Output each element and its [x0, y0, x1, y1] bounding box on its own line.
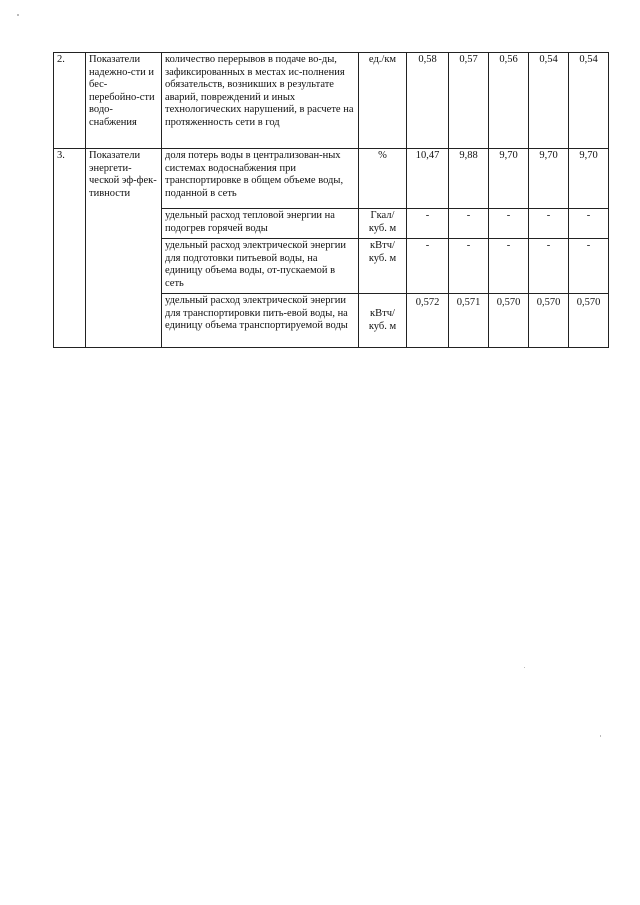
row-number: 2.: [54, 53, 86, 149]
value-cell: 0,54: [529, 53, 569, 149]
value-cell: 0,572: [407, 294, 449, 348]
value-cell: 0,58: [407, 53, 449, 149]
value-cell: -: [489, 209, 529, 239]
value-cell: 9,70: [569, 149, 609, 209]
value-cell: 0,54: [569, 53, 609, 149]
value-cell: 0,570: [529, 294, 569, 348]
value-cell: 0,571: [449, 294, 489, 348]
value-cell: 0,56: [489, 53, 529, 149]
value-cell: -: [449, 239, 489, 294]
unit-cell: Гкал/ куб. м: [359, 209, 407, 239]
row-number: 3.: [54, 149, 86, 348]
unit-cell: ед./км: [359, 53, 407, 149]
value-cell: 0,570: [489, 294, 529, 348]
value-cell: -: [407, 209, 449, 239]
value-cell: 9,70: [489, 149, 529, 209]
value-cell: 9,70: [529, 149, 569, 209]
table-row: [54, 149, 609, 209]
indicator-group: Показатели энергети-ческой эф-фек-тивности: [86, 149, 162, 348]
value-cell: -: [529, 239, 569, 294]
value-cell: 0,570: [569, 294, 609, 348]
unit-cell: %: [359, 149, 407, 209]
indicator-description: удельный расход тепловой энергии на подогрев горячей воды: [162, 209, 359, 239]
indicator-description: удельный расход электрической энергии для транспортировки пить-евой воды, на единицу объема транспортируемой воды: [162, 294, 359, 348]
value-cell: -: [569, 209, 609, 239]
value-cell: -: [569, 239, 609, 294]
unit-cell: кВтч/ куб. м: [359, 239, 407, 294]
value-cell: -: [449, 209, 489, 239]
scan-speck: [600, 735, 601, 737]
value-cell: 10,47: [407, 149, 449, 209]
indicator-group: Показатели надежно-сти и бес-перебойно-сти водо-снабжения: [86, 53, 162, 149]
value-cell: -: [489, 239, 529, 294]
table-row: [54, 53, 609, 149]
unit-cell: кВтч/ куб. м: [359, 294, 407, 348]
value-cell: -: [529, 209, 569, 239]
indicator-description: доля потерь воды в централизован-ных системах водоснабжения при транспортировке в общем объеме воды, поданной в сеть: [162, 149, 359, 209]
scan-speck: [524, 667, 525, 668]
value-cell: 9,88: [449, 149, 489, 209]
scan-speck: [17, 14, 19, 16]
indicator-description: удельный расход электрической энергии для подготовки питьевой воды, на единицу объема воды, от-пускаемой в сеть: [162, 239, 359, 294]
value-cell: -: [407, 239, 449, 294]
value-cell: 0,57: [449, 53, 489, 149]
indicator-description: количество перерывов в подаче во-ды, зафиксированных в местах ис-полнения обязательств, возникших в результате аварий, повреждений и иных технологических нарушений, в расчете на протяженность сети в год: [162, 53, 359, 149]
indicators-table: [53, 52, 609, 348]
